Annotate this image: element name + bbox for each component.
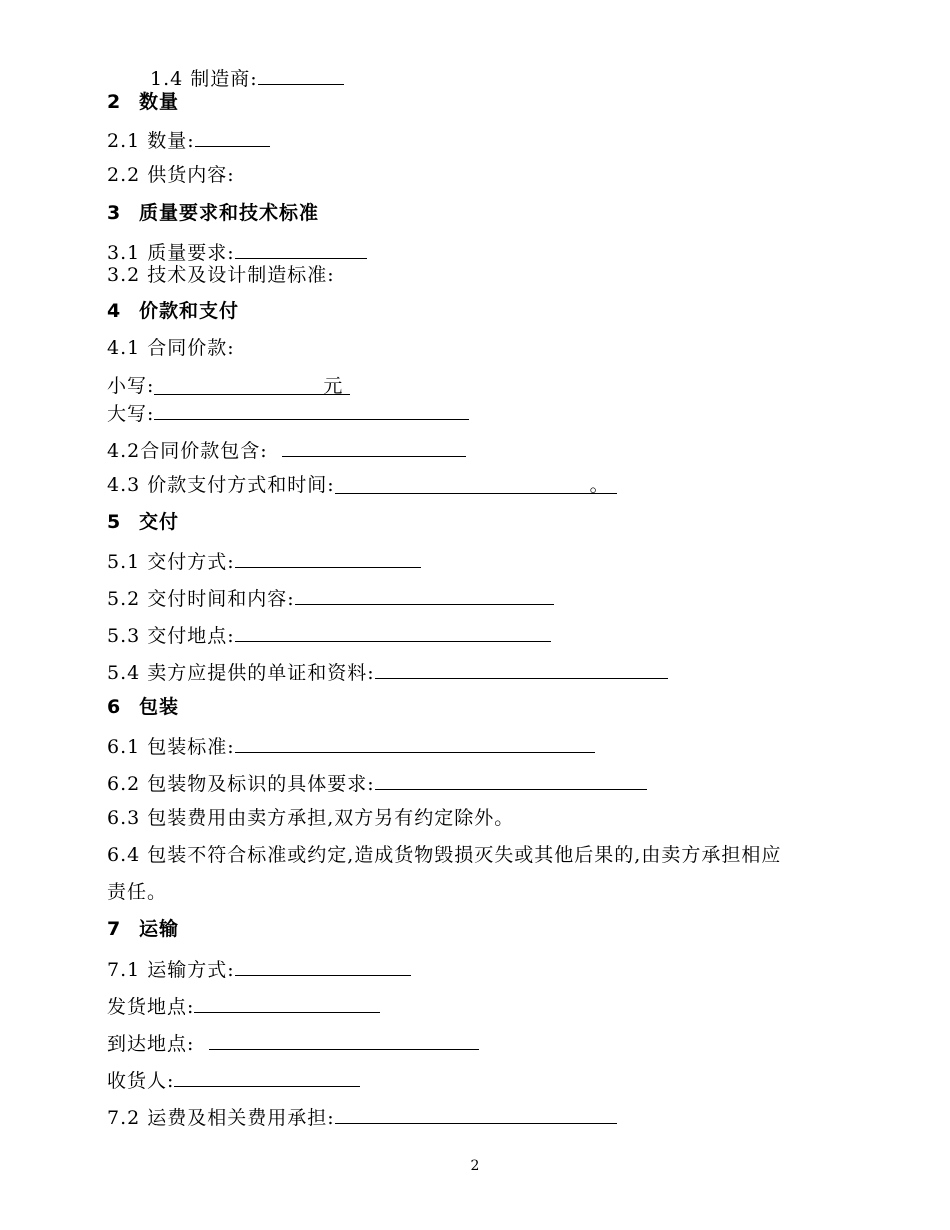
amount-lowercase-blank[interactable]: 元 bbox=[154, 374, 350, 395]
item-6-4: 6.4 包装不符合标准或约定,造成货物毁损灭失或其他后果的,由卖方承担相应 bbox=[107, 844, 782, 866]
item-6-1: 6.1 包装标准: bbox=[107, 732, 595, 759]
amount-uppercase: 大写: bbox=[107, 399, 469, 426]
delivery-time-blank[interactable] bbox=[295, 584, 554, 605]
item-5-4: 5.4 卖方应提供的单证和资料: bbox=[107, 658, 668, 685]
consignee-blank[interactable] bbox=[174, 1066, 360, 1087]
item-5-2: 5.2 交付时间和内容: bbox=[107, 584, 554, 611]
section-5-heading: 5 交付 bbox=[107, 511, 180, 533]
amount-uppercase-blank[interactable] bbox=[154, 399, 469, 420]
item-2-2: 2.2 供货内容: bbox=[107, 164, 235, 186]
section-4-heading: 4 价款和支付 bbox=[107, 300, 240, 322]
item-2-1: 2.1 数量: bbox=[107, 126, 270, 153]
arrival-place: 到达地点: bbox=[107, 1029, 479, 1056]
item-6-3: 6.3 包装费用由卖方承担,双方另有约定除外。 bbox=[107, 807, 515, 829]
quality-blank[interactable] bbox=[235, 238, 367, 259]
item-4-3: 4.3 价款支付方式和时间: 。 bbox=[107, 473, 617, 497]
section-6-heading: 6 包装 bbox=[107, 696, 180, 718]
quantity-blank[interactable] bbox=[195, 126, 270, 147]
shipping-place: 发货地点: bbox=[107, 992, 380, 1019]
page-number: 2 bbox=[470, 1158, 480, 1174]
delivery-place-blank[interactable] bbox=[235, 621, 551, 642]
item-5-1: 5.1 交付方式: bbox=[107, 547, 421, 574]
item-7-2: 7.2 运费及相关费用承担: bbox=[107, 1103, 617, 1130]
section-2-heading: 2 数量 bbox=[107, 91, 180, 113]
freight-cost-blank[interactable] bbox=[335, 1103, 617, 1124]
packaging-requirements-blank[interactable] bbox=[375, 769, 647, 790]
item-1-4: 1.4 制造商: bbox=[150, 64, 344, 91]
item-5-3: 5.3 交付地点: bbox=[107, 621, 551, 648]
payment-terms-blank[interactable]: 。 bbox=[335, 473, 617, 494]
item-6-4-continued: 责任。 bbox=[107, 881, 168, 903]
documents-blank[interactable] bbox=[375, 658, 668, 679]
amount-lowercase: 小写: 元 bbox=[107, 374, 350, 398]
consignee: 收货人: bbox=[107, 1066, 360, 1093]
price-includes-blank[interactable] bbox=[282, 436, 466, 457]
item-4-2: 4.2合同价款包含: bbox=[107, 436, 466, 463]
item-4-1: 4.1 合同价款: bbox=[107, 337, 235, 359]
item-7-1: 7.1 运输方式: bbox=[107, 955, 411, 982]
item-3-1: 3.1 质量要求: bbox=[107, 238, 367, 265]
section-3-heading: 3 质量要求和技术标准 bbox=[107, 202, 320, 224]
section-7-heading: 7 运输 bbox=[107, 918, 180, 940]
item-3-2: 3.2 技术及设计制造标准: bbox=[107, 264, 335, 286]
manufacturer-blank[interactable] bbox=[258, 64, 344, 85]
packaging-standard-blank[interactable] bbox=[235, 732, 595, 753]
arrival-place-blank[interactable] bbox=[209, 1029, 479, 1050]
transport-method-blank[interactable] bbox=[235, 955, 411, 976]
item-6-2: 6.2 包装物及标识的具体要求: bbox=[107, 769, 647, 796]
shipping-place-blank[interactable] bbox=[194, 992, 380, 1013]
delivery-method-blank[interactable] bbox=[235, 547, 421, 568]
